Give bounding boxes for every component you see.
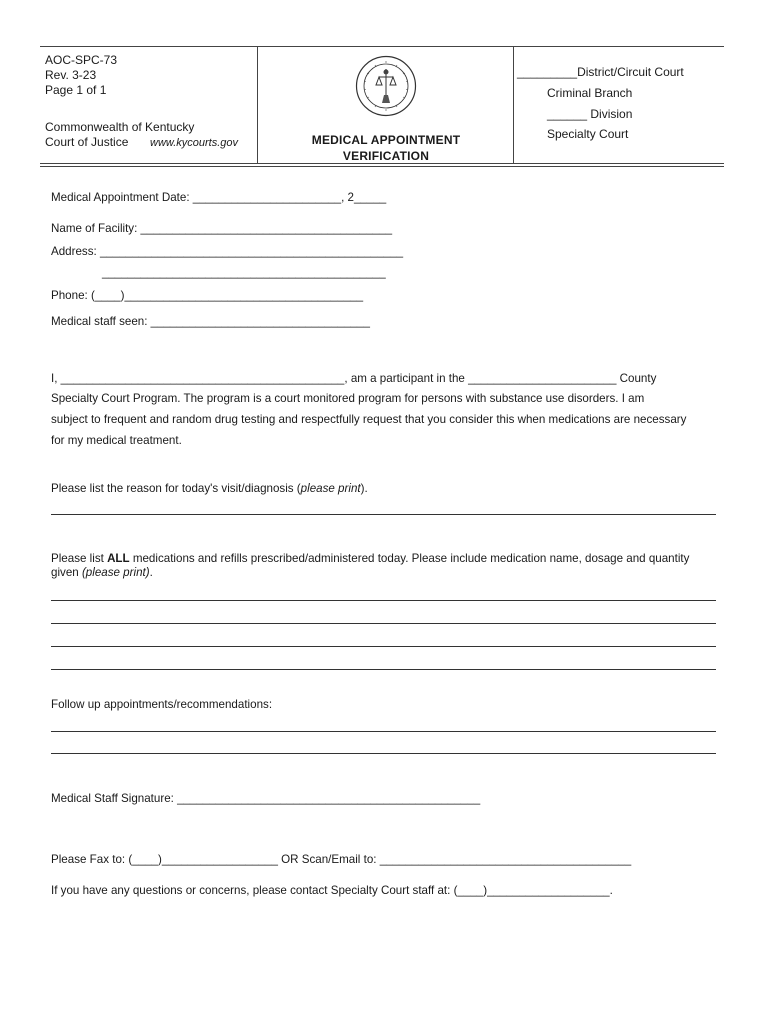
reason-prompt-text: Please list the reason for today's visit/diagnosis (	[51, 482, 301, 495]
org-subname: Court of Justice	[45, 135, 129, 149]
medical-staff-signature-field[interactable]: Medical Staff Signature: _______________________________________________	[51, 792, 481, 805]
address-field-line1[interactable]: Address: _______________________________________________	[51, 245, 404, 258]
participant-statement-line4: for my medical treatment.	[51, 434, 182, 447]
page-number: Page 1 of 1	[45, 83, 107, 97]
medications-line[interactable]	[51, 646, 716, 647]
form-code: AOC-SPC-73	[45, 53, 118, 67]
header-bottom-rule-double	[40, 166, 724, 167]
medications-prompt-given: given	[51, 566, 82, 579]
medications-prompt-italic: (please print)	[81, 566, 150, 579]
header-bottom-rule	[40, 163, 724, 164]
facility-name-field[interactable]: Name of Facility: _______________________________________	[51, 222, 393, 235]
medical-staff-seen-field[interactable]: Medical staff seen: __________________________________	[51, 315, 370, 328]
header-top-rule	[40, 46, 724, 47]
division-field[interactable]	[547, 107, 632, 122]
medications-line[interactable]	[51, 669, 716, 670]
kentucky-seal-icon	[355, 55, 417, 117]
branch-label: Criminal Branch	[547, 86, 633, 100]
appointment-date-field[interactable]: Medical Appointment Date: _______________________, 2_____	[51, 191, 387, 204]
division-blank: ______	[547, 107, 588, 121]
medications-prompt-rest: medications and refills prescribed/administered today. Please include medication name, dosage and quantity	[129, 552, 690, 565]
followup-line[interactable]	[51, 753, 716, 754]
medications-prompt-text: Please list	[51, 552, 108, 565]
reason-line[interactable]	[51, 514, 716, 515]
specialty-court-label: Specialty Court	[547, 127, 629, 141]
header-divider-left	[257, 46, 258, 164]
reason-prompt-end: ).	[360, 482, 368, 495]
reason-prompt-italic: please print	[300, 482, 361, 495]
phone-field[interactable]: Phone: (____)_____________________________________	[51, 289, 364, 302]
followup-line[interactable]	[51, 731, 716, 732]
medications-line[interactable]	[51, 600, 716, 601]
court-type-field[interactable]	[517, 65, 684, 80]
org-name: Commonwealth of Kentucky	[45, 120, 195, 134]
form-revision: Rev. 3-23	[45, 68, 97, 82]
fax-email-field[interactable]: Please Fax to: (____)__________________ OR Scan/Email to: _______________________________________	[51, 853, 632, 866]
medications-prompt-bold: ALL	[107, 552, 130, 565]
reason-prompt	[51, 482, 368, 495]
header-divider-right	[513, 46, 514, 164]
medications-prompt-line2	[51, 566, 153, 579]
medications-line[interactable]	[51, 623, 716, 624]
address-field-line2[interactable]: ____________________________________________	[102, 266, 386, 279]
division-label: Division	[590, 107, 633, 121]
form-title-line1: MEDICAL APPOINTMENT	[311, 133, 461, 147]
court-type-label: District/Circuit Court	[577, 65, 684, 79]
followup-prompt: Follow up appointments/recommendations:	[51, 698, 273, 711]
participant-statement-line3: subject to frequent and random drug testing and respectfully request that you consider this when medications are necessary	[51, 413, 687, 426]
form-title-line2: VERIFICATION	[342, 149, 430, 163]
participant-statement-line1[interactable]: I, ____________________________________________, am a participant in the _______________________ County	[51, 372, 657, 385]
court-type-blank: _________	[517, 65, 578, 79]
medications-prompt-end: .	[149, 566, 153, 579]
participant-statement-line2: Specialty Court Program. The program is a court monitored program for persons with substance use disorders. I am	[51, 392, 645, 405]
medications-prompt	[51, 552, 689, 565]
contact-field[interactable]: If you have any questions or concerns, please contact Specialty Court staff at: (____)___________________.	[51, 884, 613, 897]
website-link: www.kycourts.gov	[150, 137, 239, 149]
